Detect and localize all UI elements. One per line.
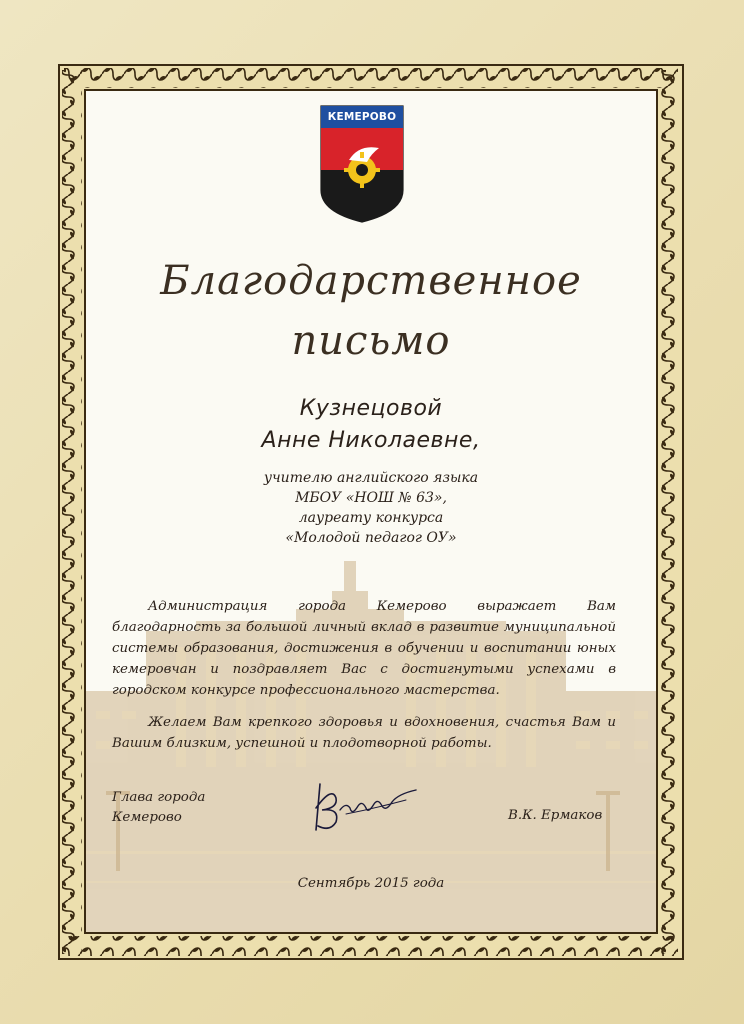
recipient-role-line-4: «Молодой педагог ОУ»: [285, 530, 457, 546]
recipient-role-line-1: учителю английского языка: [263, 470, 479, 486]
signatory-position-line-2: Кемерово: [112, 810, 182, 825]
wishes-paragraph: Желаем Вам крепкого здоровья и вдохновения, счастья Вам и Вашим близким, успешной и плодотворной работы.: [112, 715, 616, 751]
recipient-role-line-2: МБОУ «НОШ № 63»,: [295, 490, 447, 506]
certificate-title-line-2: письмо: [291, 318, 451, 364]
gratitude-paragraph: Администрация города Кемерово выражает Вам благодарность за большой личный вклад в развитие муниципальной системы образования, достижения в обучении и воспитании юных кемеровчан и поздравляет Вас с достигнутыми успехами в городском конкурсе профессионального мастерства.: [112, 599, 616, 698]
signatory-name: В.К. Ермаков: [508, 808, 603, 823]
signatory-position: [112, 788, 205, 828]
issue-date: Сентябрь 2015 года: [297, 876, 445, 891]
kemerovo-coat-of-arms: [319, 104, 405, 224]
signatory-position-line-1: Глава города: [112, 790, 206, 805]
recipient-surname: Кузнецовой: [299, 396, 443, 421]
recipient-role-line-3: лауреату конкурса: [298, 510, 444, 526]
recipient-given-name: Анне Николаевне,: [261, 428, 481, 453]
handwritten-signature: [306, 778, 422, 838]
certificate-title-line-1: Благодарственное: [160, 258, 582, 304]
emblem-city-label: КЕМЕРОВО: [327, 111, 397, 123]
